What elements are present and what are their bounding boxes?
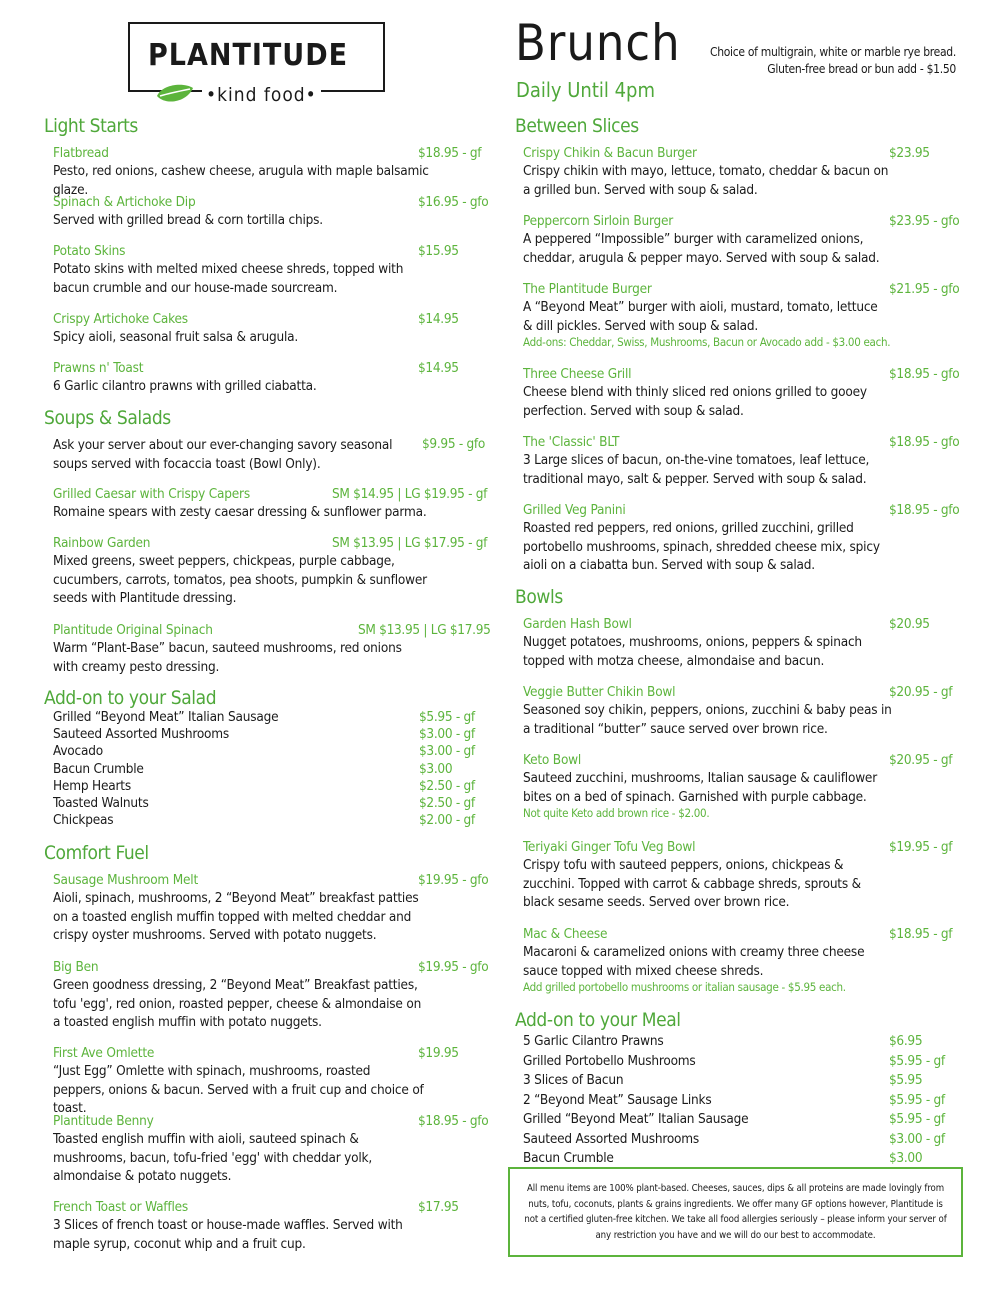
item-price: $23.95: [889, 145, 930, 161]
item-price: $19.95: [418, 1045, 459, 1061]
item-price: $18.95 - gfo: [418, 1113, 489, 1129]
item-price: $19.95 - gfo: [418, 872, 489, 888]
item-price: SM $13.95 | LG $17.95: [358, 622, 491, 638]
bread-note: Choice of multigrain, white or marble rye bread. Gluten-free bread or bun add - $1.50: [709, 45, 956, 76]
section-title-addon-salad: Add-on to your Salad: [44, 687, 217, 709]
item-name: Spinach & Artichoke Dip: [53, 194, 196, 210]
list-item: Grilled “Beyond Meat” Italian Sausage $5.95 - gf: [53, 709, 475, 725]
section-title-bowls: Bowls: [515, 586, 563, 608]
item-note: Not quite Keto add brown rice - $2.00.: [523, 806, 710, 820]
item-name: Plantitude Benny: [53, 1113, 154, 1129]
item-price: $16.95 - gfo: [418, 194, 489, 210]
item-name: Mac & Cheese: [523, 926, 608, 942]
item-desc: Roasted red peppers, red onions, grilled zucchini, grilled portobello mushrooms, spinach, shredded cheese mix, spicy aioli on a ciabatta bun. Served with soup & salad.: [523, 520, 880, 573]
menu-subtitle: Daily Until 4pm: [516, 78, 655, 102]
leaf-icon: [154, 82, 196, 106]
item-desc: A peppered “Impossible” burger with caramelized onions, cheddar, arugula & pepper mayo. Served with soup & salad.: [523, 231, 880, 266]
item-price: $18.95 - gfo: [889, 366, 960, 382]
item-desc: Sauteed zucchini, mushrooms, Italian sausage & cauliflower bites on a bed of spinach. Garnished with purple cabbage.: [523, 770, 877, 805]
list-item: 5 Garlic Cilantro Prawns $6.95: [523, 1033, 923, 1049]
item-desc: Served with grilled bread & corn tortilla chips.: [53, 212, 323, 228]
item-name: Peppercorn Sirloin Burger: [523, 213, 674, 229]
item-price: $20.95 - gf: [889, 684, 953, 700]
item-name: Rainbow Garden: [53, 535, 151, 551]
item-name: Crispy Artichoke Cakes: [53, 311, 188, 327]
list-item: Bacun Crumble $3.00: [53, 760, 453, 777]
section-title-between-slices: Between Slices: [515, 115, 639, 137]
item-note: Add-ons: Cheddar, Swiss, Mushrooms, Bacun or Avocado add - $3.00 each.: [523, 335, 891, 349]
item-name: Crispy Chikin & Bacun Burger: [523, 145, 697, 161]
item-desc: 3 Large slices of bacun, on-the-vine tomatoes, leaf lettuce, traditional mayo, salt & pepper. Served with soup & salad.: [523, 452, 870, 487]
item-desc: Aioli, spinach, mushrooms, 2 “Beyond Meat” breakfast patties on a toasted english muffin topped with melted cheddar and crispy oyster mushrooms. Served with potato nuggets.: [53, 890, 419, 943]
item-desc: Romaine spears with zesty caesar dressing & sunflower parma.: [53, 504, 427, 520]
allergy-disclaimer: All menu items are 100% plant-based. Cheeses, sauces, dips & all proteins are made lovingly from nuts, tofu, coconuts, plants & grains ingredients. We offer many GF options however, Plantitude is not a certified gluten-free kitchen. We take all food allergies seriously – please inform your server of any restriction you have and we will do our best to accommodate.: [508, 1167, 963, 1257]
item-price: $18.95 - gf: [418, 145, 482, 161]
item-name: Big Ben: [53, 959, 99, 975]
item-desc: Mixed greens, sweet peppers, chickpeas, purple cabbage, cucumbers, carrots, tomatos, pea shoots, pumpkin & sunflower seeds with Plantitude dressing.: [53, 553, 427, 606]
list-item: Bacun Crumble $3.00: [523, 1149, 923, 1166]
addon-meal-list: [523, 1032, 955, 1167]
item-price: $15.95: [418, 243, 459, 259]
item-price: $18.95 - gfo: [889, 502, 960, 518]
item-name: First Ave Omlette: [53, 1045, 155, 1061]
item-name: Veggie Butter Chikin Bowl: [523, 684, 676, 700]
item-name: Potato Skins: [53, 243, 126, 259]
item-desc: Potato skins with melted mixed cheese shreds, topped with bacun crumble and our house-made sourcream.: [53, 261, 404, 296]
list-item: 2 “Beyond Meat” Sausage Links $5.95 - gf: [523, 1091, 945, 1108]
item-price: $19.95 - gfo: [418, 959, 489, 975]
item-desc: Toasted english muffin with aioli, sauteed spinach & mushrooms, bacun, tofu-fried 'egg' with cheddar yolk, almondaise & potato nuggets.: [53, 1131, 373, 1184]
item-note: Add grilled portobello mushrooms or italian sausage - $5.95 each.: [523, 980, 846, 994]
item-desc: Crispy chikin with mayo, lettuce, tomato, cheddar & bacun on a grilled bun. Served with soup & salad.: [523, 163, 889, 198]
item-name: The Plantitude Burger: [523, 281, 652, 297]
item-price: SM $13.95 | LG $17.95 - gf: [332, 535, 488, 551]
item-name: Three Cheese Grill: [523, 366, 632, 382]
item-name: Sausage Mushroom Melt: [53, 872, 199, 888]
soup-desc: Ask your server about our ever-changing savory seasonal soups served with focaccia toast (Bowl Only).: [53, 437, 393, 472]
list-item: 3 Slices of Bacun $5.95: [523, 1072, 923, 1089]
soup-price: $9.95 - gfo: [422, 436, 485, 452]
item-price: $21.95 - gfo: [889, 281, 960, 297]
item-desc: 3 Slices of french toast or house-made waffles. Served with maple syrup, coconut whip and a fruit cup.: [53, 1217, 403, 1252]
section-title-soups-salads: Soups & Salads: [44, 407, 171, 429]
list-item: Sauteed Assorted Mushrooms $3.00 - gf: [53, 726, 475, 743]
item-name: Garden Hash Bowl: [523, 616, 632, 632]
item-name: The 'Classic' BLT: [523, 434, 620, 450]
item-name: Grilled Caesar with Crispy Capers: [53, 486, 250, 502]
item-price: $14.95: [418, 360, 459, 376]
item-price: $14.95: [418, 311, 459, 327]
logo-wordmark: PLANTITUDE: [148, 38, 349, 73]
item-desc: “Just Egg” Omlette with spinach, mushrooms, roasted peppers, onions & bacun. Served with a fruit cup and choice of toast.: [53, 1063, 424, 1116]
item-price: $19.95 - gf: [889, 839, 953, 855]
item-name: Grilled Veg Panini: [523, 502, 626, 518]
item-desc: Spicy aioli, seasonal fruit salsa & arugula.: [53, 329, 299, 345]
item-desc: 6 Garlic cilantro prawns with grilled ciabatta.: [53, 378, 317, 394]
menu-title: Brunch: [515, 14, 681, 72]
item-desc: Pesto, red onions, cashew cheese, arugula with maple balsamic glaze.: [53, 163, 429, 198]
list-item: Grilled Portobello Mushrooms $5.95 - gf: [523, 1052, 945, 1069]
item-name: Keto Bowl: [523, 752, 582, 768]
section-title-addon-meal: Add-on to your Meal: [515, 1009, 681, 1031]
section-title-light-starts: Light Starts: [44, 115, 138, 137]
item-desc: Green goodness dressing, 2 “Beyond Meat” Breakfast patties, tofu 'egg', red onion, roasted pepper, cheese & almondaise on a toasted english muffin with potato nuggets.: [53, 977, 422, 1030]
list-item: Avocado $3.00 - gf: [53, 743, 475, 760]
item-price: $20.95: [889, 616, 930, 632]
item-desc: Nugget potatoes, mushrooms, onions, peppers & spinach topped with motza cheese, almondaise and bacun.: [523, 634, 862, 669]
item-desc: Cheese blend with thinly sliced red onions grilled to gooey perfection. Served with soup & salad.: [523, 384, 867, 419]
item-desc: Crispy tofu with sauteed peppers, onions, chickpeas & zucchini. Topped with carrot & cabbage shreds, sprouts & black sesame seeds. Served over brown rice.: [523, 857, 861, 910]
item-price: SM $14.95 | LG $19.95 - gf: [332, 486, 488, 502]
list-item: Grilled “Beyond Meat” Italian Sausage $5.95 - gf: [523, 1111, 945, 1128]
list-item: Sauteed Assorted Mushrooms $3.00 - gf: [523, 1130, 945, 1147]
addon-salad-list: [53, 709, 483, 829]
item-price: $18.95 - gf: [889, 926, 953, 942]
item-desc: Seasoned soy chikin, peppers, onions, zucchini & baby peas in a traditional “butter” sauce served over brown rice.: [523, 702, 892, 737]
item-price: $17.95: [418, 1199, 459, 1215]
item-name: Teriyaki Ginger Tofu Veg Bowl: [523, 839, 696, 855]
list-item: Toasted Walnuts $2.50 - gf: [53, 795, 475, 812]
item-desc: Macaroni & caramelized onions with creamy three cheese sauce topped with mixed cheese shreds.: [523, 944, 865, 979]
item-name: Prawns n' Toast: [53, 360, 144, 376]
item-name: Plantitude Original Spinach: [53, 622, 213, 638]
logo-tagline: •kind food•: [202, 84, 321, 106]
item-desc: A “Beyond Meat” burger with aioli, mustard, tomato, lettuce & dill pickles. Served with soup & salad.: [523, 299, 878, 334]
list-item: Hemp Hearts $2.50 - gf: [53, 777, 475, 794]
item-name: Flatbread: [53, 145, 109, 161]
item-price: $18.95 - gfo: [889, 434, 960, 450]
section-title-comfort-fuel: Comfort Fuel: [44, 842, 149, 864]
item-desc: Warm “Plant-Base” bacun, sauteed mushrooms, red onions with creamy pesto dressing.: [53, 640, 402, 675]
item-price: $20.95 - gf: [889, 752, 953, 768]
item-name: French Toast or Waffles: [53, 1199, 189, 1215]
item-price: $23.95 - gfo: [889, 213, 960, 229]
list-item: Chickpeas $2.00 - gf: [53, 812, 475, 829]
